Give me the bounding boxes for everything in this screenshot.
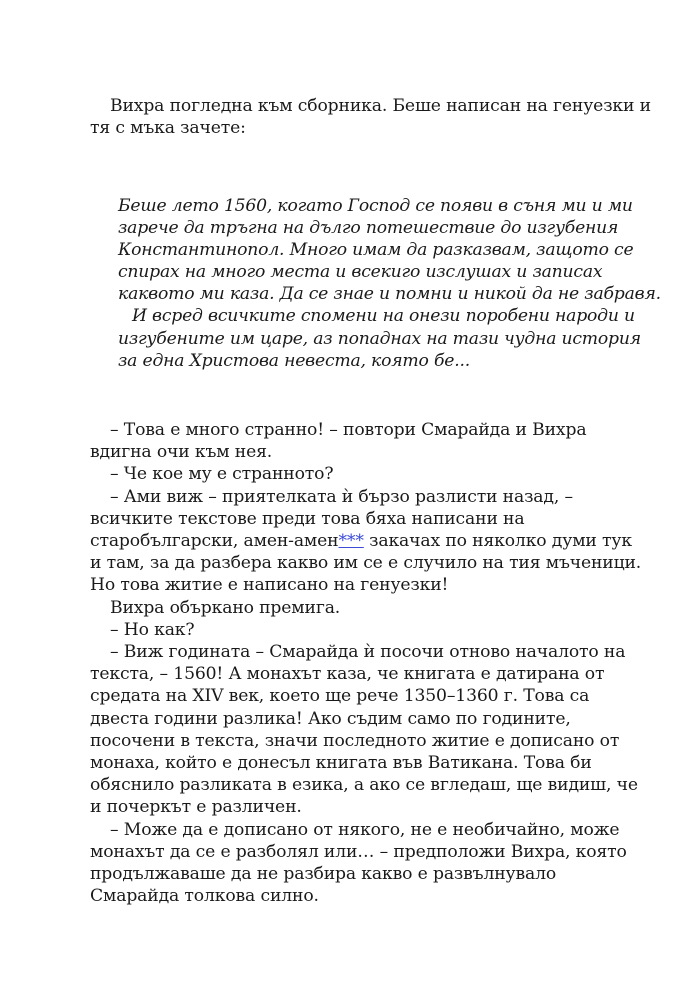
- intro-paragraph: [90, 95, 651, 139]
- text-line: средата на XIV век, което ще рече 1350–1360 г. Това са: [90, 686, 590, 707]
- manuscript-quote: [118, 195, 661, 372]
- text-line: – Но как?: [110, 619, 195, 640]
- text-line: монахът да се е разболял или… – предположи Вихра, която: [90, 841, 627, 862]
- text-line: двеста години разлика! Ако съдим само по годините,: [90, 708, 571, 729]
- text-line: Но това житие е написано на генуезки!: [90, 575, 449, 596]
- text-line: Вихра погледна към сборника. Беше написан на генуезки и: [110, 96, 651, 116]
- text-segment: старобългарски, амен-амен: [90, 531, 339, 552]
- text-line: всичките текстове преди това бяха написани на: [90, 508, 525, 529]
- quote-line: Константинопол. Много имам да разказвам, защото се: [118, 240, 634, 261]
- dialogue-section: [90, 419, 642, 907]
- text-line: посочени в текста, значи последното житие е дописано от: [90, 730, 620, 751]
- text-line: – Виж годината – Смарайда ѝ посочи отново началото на: [110, 642, 626, 663]
- text-line: обяснило разликата в езика, а ако се вгледаш, ще видиш, че: [90, 775, 638, 796]
- text-line: – Това е много странно! – повтори Смарайда и Вихра: [110, 420, 587, 440]
- text-line: и там, за да разбера какво им се е случило на тия мъченици.: [90, 553, 642, 574]
- text-line: монаха, който е донесъл книгата във Ватикана. Това би: [90, 753, 592, 774]
- text-line: [90, 530, 630, 552]
- footnote-link[interactable]: ***: [338, 531, 364, 552]
- quote-line: И всред всичките спомени на онези поробени народи и: [132, 306, 635, 327]
- quote-line: за една Христова невеста, която бе...: [118, 350, 470, 371]
- text-line: продължаваше да не разбира какво е развълнувало: [90, 864, 557, 885]
- quote-line: зарече да тръгна на дълго потешествие до изгубения: [118, 218, 619, 239]
- text-line: и почеркът е различен.: [90, 797, 302, 818]
- text-line: вдигна очи към нея.: [90, 442, 273, 463]
- text-line: – Може да е дописано от някого, не е необичайно, може: [110, 819, 620, 840]
- text-segment: закачах по няколко думи тук: [363, 531, 632, 552]
- text-line: – Че кое му е странното?: [110, 464, 334, 485]
- text-line: Вихра объркано премига.: [110, 597, 341, 618]
- text-line: текста, – 1560! А монахът каза, че книгата е датирана от: [90, 664, 605, 685]
- quote-line: спирах на много места и всекиго изслушах и записах: [118, 262, 603, 283]
- quote-line: каквото ми каза. Да се знае и помни и никой да не забравя.: [118, 284, 661, 305]
- text-line: Смарайда толкова силно.: [90, 886, 319, 907]
- text-line: – Ами виж – приятелката ѝ бързо разлисти назад, –: [110, 486, 573, 507]
- quote-line: Беше лето 1560, когато Господ се появи в съня ми и ми: [118, 196, 633, 216]
- quote-line: изгубените им царе, аз попаднах на тази чудна история: [118, 328, 641, 349]
- text-line: тя с мъка зачете:: [90, 118, 246, 139]
